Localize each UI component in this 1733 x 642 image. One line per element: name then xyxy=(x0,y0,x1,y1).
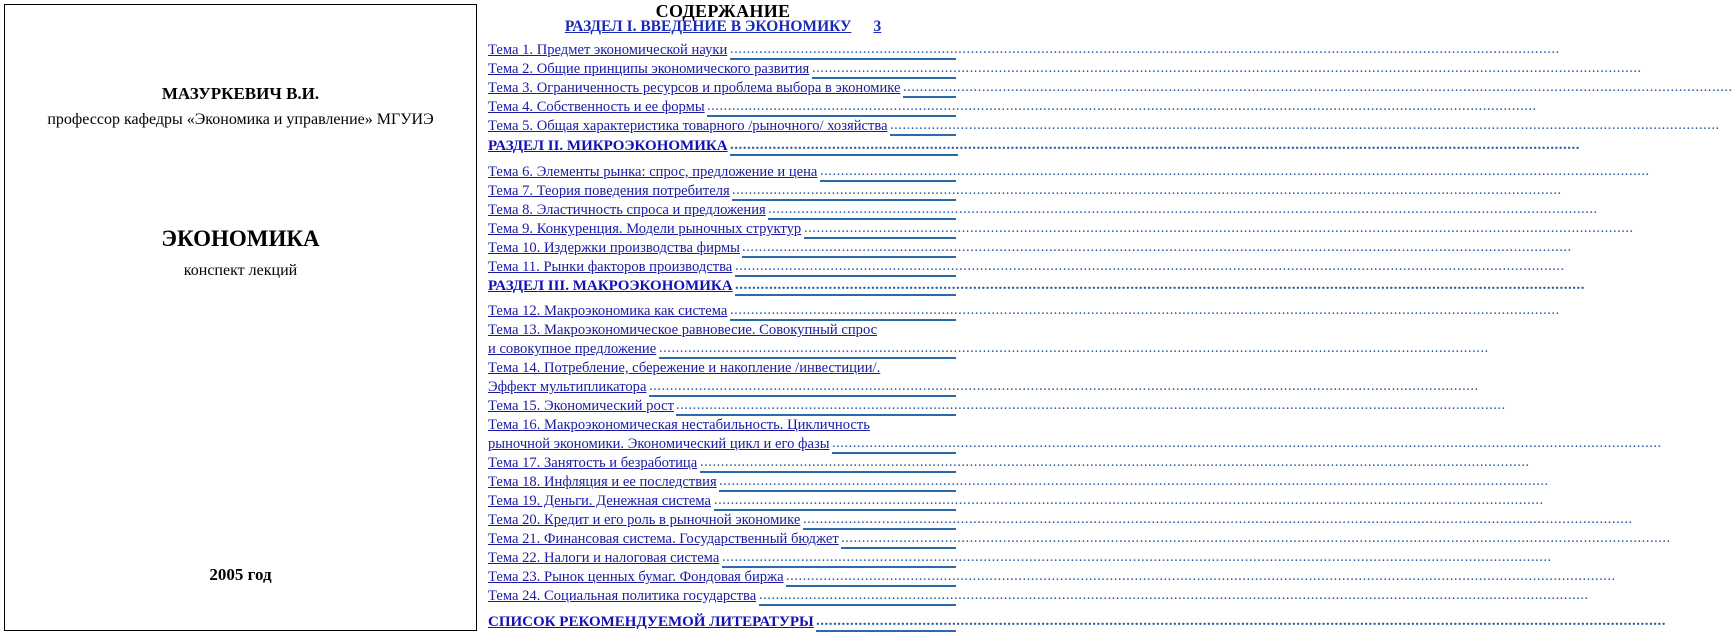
toc-line-text: Тема 16. Макроэкономическая нестабильность. Цикличность xyxy=(488,417,870,433)
toc-leader-dots: ........................................................................................................................................................................................................ xyxy=(804,220,956,239)
toc-leader-dots: ........................................................................................................................................................................................................ xyxy=(732,182,956,201)
toc-leader-dots: ........................................................................................................................................................................................................ xyxy=(730,41,956,60)
toc-line-text: Тема 14. Потребление, сбережение и накопление /инвестиции/. xyxy=(488,360,881,376)
toc-line-text: Тема 1. Предмет экономической науки xyxy=(488,42,728,58)
toc-leader-dots: ........................................................................................................................................................................................................ xyxy=(768,201,956,220)
toc-leader-dots: ........................................................................................................................................................................................................ xyxy=(730,302,956,321)
toc-item-link[interactable] xyxy=(488,220,1634,239)
toc-line-text: Тема 12. Макроэкономика как система xyxy=(488,303,728,319)
toc-item-link[interactable] xyxy=(488,530,1671,549)
toc-leader-dots: ........................................................................................................................................................................................................ xyxy=(719,473,956,492)
toc-line-text: СПИСОК РЕКОМЕНДУЕМОЙ ЛИТЕРАТУРЫ xyxy=(488,614,814,630)
toc-item-link[interactable] xyxy=(488,302,1560,321)
toc-item-link[interactable] xyxy=(488,163,1650,182)
toc-line-text: Эффект мультипликатора xyxy=(488,379,647,395)
toc-line-text: Тема 6. Элементы рынка: спрос, предложение и цена xyxy=(488,164,818,180)
toc-line-text: Тема 22. Налоги и налоговая система xyxy=(488,550,720,566)
toc-leader-dots: ........................................................................................................................................................................................................ xyxy=(820,163,956,182)
toc-leader-dots: ........................................................................................................................................................................................................ xyxy=(816,613,956,632)
toc-leader-dots: ........................................................................................................................................................................................................ xyxy=(903,79,956,98)
toc-item-link[interactable] xyxy=(488,549,1552,568)
toc-line-text: Тема 3. Ограниченность ресурсов и проблема выбора в экономике xyxy=(488,80,901,96)
toc-line-text: Тема 23. Рынок ценных бумаг. Фондовая биржа xyxy=(488,569,784,585)
toc-leader-dots: ........................................................................................................................................................................................................ xyxy=(735,258,956,277)
toc-leader-dots: ........................................................................................................................................................................................................ xyxy=(700,454,956,473)
toc-leader-dots: ........................................................................................................................................................................................................ xyxy=(890,117,956,136)
toc-line-text: рыночной экономики. Экономический цикл и его фазы xyxy=(488,436,830,452)
toc-item-link[interactable] xyxy=(488,397,1506,416)
toc-item-link[interactable] xyxy=(488,201,1598,220)
toc-item-link[interactable] xyxy=(488,41,1560,60)
toc-section-1-label: РАЗДЕЛ I. ВВЕДЕНИЕ В ЭКОНОМИКУ xyxy=(564,18,852,35)
toc-line-text: РАЗДЕЛ II. МИКРОЭКОНОМИКА xyxy=(488,138,728,154)
toc-line-text: Тема 17. Занятость и безработица xyxy=(488,455,698,471)
toc-line-text: Тема 4. Собственность и ее формы xyxy=(488,99,705,115)
toc-line-text: Тема 15. Экономический рост xyxy=(488,398,674,414)
toc-item-link[interactable] xyxy=(488,60,1642,79)
toc-line-text: Тема 2. Общие принципы экономического развития xyxy=(488,61,810,77)
toc-item-link[interactable] xyxy=(488,321,956,340)
toc-line-text: Тема 10. Издержки производства фирмы xyxy=(488,240,740,256)
toc-section-link[interactable] xyxy=(488,277,1585,296)
toc-leader-dots: ........................................................................................................................................................................................................ xyxy=(742,239,956,258)
toc-item-link[interactable] xyxy=(488,182,1562,201)
cover-page xyxy=(4,4,477,631)
toc-item-link[interactable] xyxy=(488,239,1572,258)
toc-item-link[interactable] xyxy=(488,378,1479,397)
toc-item-link[interactable] xyxy=(488,454,1530,473)
toc-leader-dots: ........................................................................................................................................................................................................ xyxy=(707,98,956,117)
toc-leader-dots: ........................................................................................................................................................................................................ xyxy=(659,340,956,359)
toc-line-text: Тема 9. Конкуренция. Модели рыночных структур xyxy=(488,221,802,237)
toc-item-link[interactable] xyxy=(488,416,956,435)
toc-section-link[interactable] xyxy=(488,613,1666,632)
toc-item-link[interactable] xyxy=(488,587,1589,606)
toc-line-text: Тема 18. Инфляция и ее последствия xyxy=(488,474,717,490)
toc-leader-dots: ........................................................................................................................................................................................................ xyxy=(832,435,956,454)
toc-leader-dots: ........................................................................................................................................................................................................ xyxy=(735,277,956,296)
cover-author-position: профессор кафедры «Экономика и управление» МГУИЭ xyxy=(47,111,434,128)
toc-leader-dots: ........................................................................................................................................................................................................ xyxy=(714,492,956,511)
toc-line-text: Тема 8. Эластичность спроса и предложения xyxy=(488,202,766,218)
toc-section-1-page: 3 xyxy=(873,18,882,35)
toc-item-link[interactable] xyxy=(488,435,1662,454)
toc-leader-dots: ........................................................................................................................................................................................................ xyxy=(722,549,956,568)
toc-section-link[interactable] xyxy=(488,137,1580,156)
toc-item-link[interactable] xyxy=(488,79,1733,98)
toc-leader-dots: ........................................................................................................................................................................................................ xyxy=(786,568,956,587)
toc-line-text: и совокупное предложение xyxy=(488,341,657,357)
toc-item-link[interactable] xyxy=(488,98,1537,117)
toc-line-text: Тема 11. Рынки факторов производства xyxy=(488,259,733,275)
toc-leader-dots: ........................................................................................................................................................................................................ xyxy=(649,378,956,397)
cover-author: МАЗУРКЕВИЧ В.И. xyxy=(161,84,320,103)
toc-line-text: Тема 7. Теория поведения потребителя xyxy=(488,183,730,199)
toc-leader-dots: ........................................................................................................................................................................................................ xyxy=(841,530,956,549)
toc-item-link[interactable] xyxy=(488,492,1544,511)
toc-line-text: РАЗДЕЛ III. МАКРОЭКОНОМИКА xyxy=(488,278,733,294)
toc-line-text: Тема 21. Финансовая система. Государственный бюджет xyxy=(488,531,839,547)
cover-subtitle: конспект лекций xyxy=(183,262,298,279)
cover-title: ЭКОНОМИКА xyxy=(161,226,320,251)
toc-leader-dots: ........................................................................................................................................................................................................ xyxy=(803,511,956,530)
toc-line-text: Тема 24. Социальная политика государства xyxy=(488,588,757,604)
toc-leader-dots: ........................................................................................................................................................................................................ xyxy=(759,587,956,606)
toc-item-link[interactable] xyxy=(488,568,1616,587)
toc-section-1-link[interactable] xyxy=(488,18,958,36)
toc-leader-dots: ........................................................................................................................................................................................................ xyxy=(730,137,958,156)
toc-item-link[interactable] xyxy=(488,340,1489,359)
toc-item-link[interactable] xyxy=(488,258,1565,277)
cover-year: 2005 год xyxy=(209,565,272,584)
toc-item-link[interactable] xyxy=(488,473,1549,492)
toc-leader-dots: ........................................................................................................................................................................................................ xyxy=(812,60,956,79)
toc-line-text: Тема 13. Макроэкономическое равновесие. Совокупный спрос xyxy=(488,322,878,338)
toc-heading: СОДЕРЖАНИЕ xyxy=(655,1,791,21)
toc-line-text: Тема 19. Деньги. Денежная система xyxy=(488,493,712,509)
toc-line-text: Тема 5. Общая характеристика товарного /рыночного/ хозяйства xyxy=(488,118,888,134)
toc-leader-dots: ........................................................................................................................................................................................................ xyxy=(676,397,956,416)
toc-item-link[interactable] xyxy=(488,511,1633,530)
toc-item-link[interactable] xyxy=(488,117,1720,136)
table-of-contents xyxy=(488,0,1733,642)
toc-line-text: Тема 20. Кредит и его роль в рыночной экономике xyxy=(488,512,801,528)
toc-item-link[interactable] xyxy=(488,359,956,378)
